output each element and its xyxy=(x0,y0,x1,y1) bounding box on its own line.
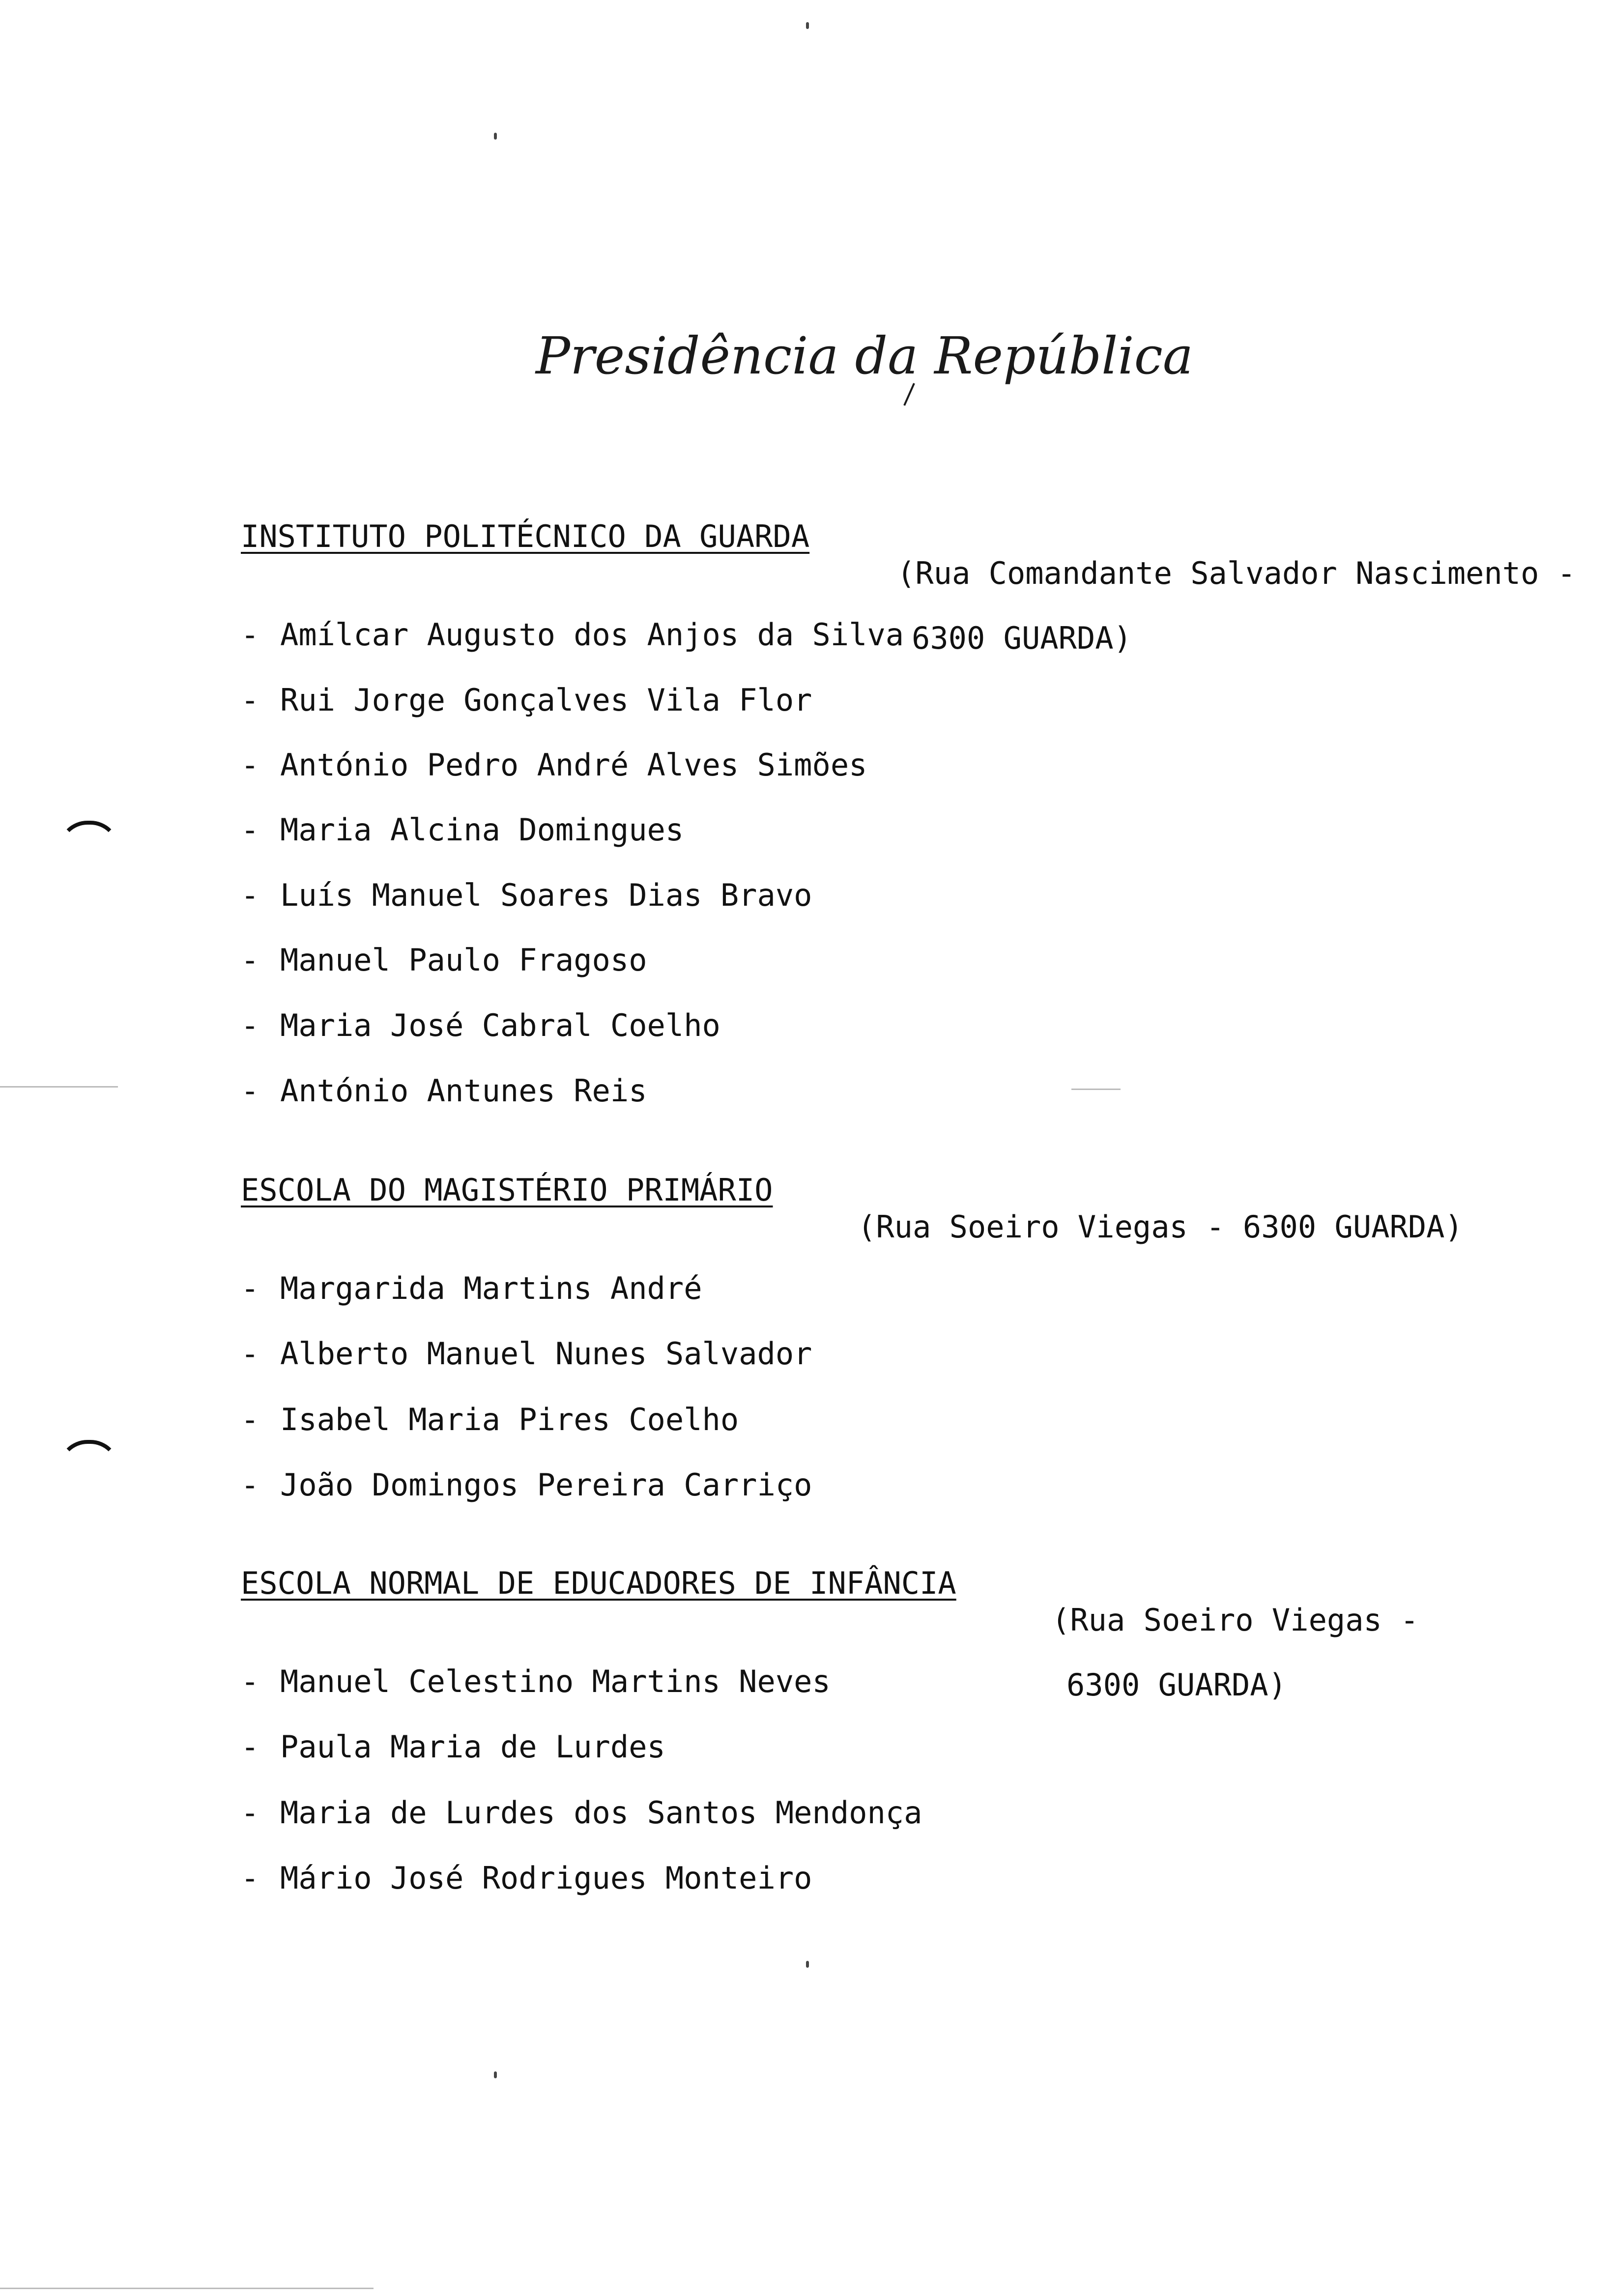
list-dash: - xyxy=(241,1664,259,1699)
list-dash: - xyxy=(241,617,259,653)
list-item xyxy=(241,682,812,718)
section-heading-magisterio: ESCOLA DO MAGISTÉRIO PRIMÁRIO xyxy=(241,1172,773,1208)
member-name: Mário José Rodrigues Monteiro xyxy=(280,1860,812,1896)
list-item xyxy=(241,1860,812,1896)
list-item xyxy=(241,1270,702,1306)
member-name: Alberto Manuel Nunes Salvador xyxy=(280,1336,812,1372)
list-dash: - xyxy=(241,942,259,978)
address-line: 6300 GUARDA) xyxy=(1066,1667,1287,1703)
punch-hole-mark xyxy=(58,821,120,858)
letterhead-script-svg xyxy=(531,315,1193,408)
list-dash: - xyxy=(241,1007,259,1043)
address-line: (Rua Comandante Salvador Nascimento - xyxy=(897,555,1576,591)
list-item xyxy=(241,617,904,653)
list-item xyxy=(241,1402,739,1437)
letterhead-logo xyxy=(531,315,1193,408)
section-address-magisterio xyxy=(858,1178,1463,1276)
scan-edge-line xyxy=(0,2288,374,2289)
member-name: António Antunes Reis xyxy=(280,1073,647,1109)
member-name: Paula Maria de Lurdes xyxy=(280,1729,665,1765)
scan-edge-line xyxy=(0,1086,118,1088)
member-name: Isabel Maria Pires Coelho xyxy=(280,1402,739,1437)
letterhead-flourish xyxy=(904,383,914,405)
list-item xyxy=(241,1664,831,1699)
list-dash: - xyxy=(241,812,259,848)
scan-speck xyxy=(494,133,497,140)
member-name: Luís Manuel Soares Dias Bravo xyxy=(280,877,812,913)
list-item xyxy=(241,1073,647,1109)
list-dash: - xyxy=(241,1073,259,1109)
scan-speck xyxy=(494,2071,497,2078)
scan-speck xyxy=(806,1961,809,1968)
list-item xyxy=(241,1336,812,1372)
list-item xyxy=(241,1729,665,1765)
list-dash: - xyxy=(241,1795,259,1831)
list-item xyxy=(241,1467,812,1503)
list-dash: - xyxy=(241,1336,259,1372)
list-dash: - xyxy=(241,877,259,913)
list-item xyxy=(241,1007,720,1043)
list-dash: - xyxy=(241,1860,259,1896)
section-heading-instituto: INSTITUTO POLITÉCNICO DA GUARDA xyxy=(241,518,810,554)
member-name: Margarida Martins André xyxy=(280,1270,702,1306)
punch-hole-mark xyxy=(58,1440,120,1477)
member-name: Maria Alcina Domingues xyxy=(280,812,684,848)
list-dash: - xyxy=(241,1467,259,1503)
address-line: (Rua Soeiro Viegas - xyxy=(1052,1602,1419,1638)
list-dash: - xyxy=(241,682,259,718)
member-name: João Domingos Pereira Carriço xyxy=(280,1467,812,1503)
member-name: Rui Jorge Gonçalves Vila Flor xyxy=(280,682,812,718)
list-dash: - xyxy=(241,1270,259,1306)
member-name: Manuel Celestino Martins Neves xyxy=(280,1664,831,1699)
member-name: António Pedro André Alves Simões xyxy=(280,747,867,783)
list-item xyxy=(241,877,812,913)
section-address-educadores xyxy=(1052,1572,1419,1734)
member-name: Maria de Lurdes dos Santos Mendonça xyxy=(280,1795,922,1831)
letterhead-title: Presidência da República xyxy=(536,326,1193,386)
address-line: 6300 GUARDA) xyxy=(912,620,1132,656)
list-dash: - xyxy=(241,1729,259,1765)
list-dash: - xyxy=(241,1402,259,1437)
list-item xyxy=(241,812,684,848)
list-item xyxy=(241,747,867,783)
list-item xyxy=(241,1795,922,1831)
member-name: Amílcar Augusto dos Anjos da Silva xyxy=(280,617,904,653)
member-name: Manuel Paulo Fragoso xyxy=(280,942,647,978)
list-item xyxy=(241,942,647,978)
address-line: (Rua Soeiro Viegas - 6300 GUARDA) xyxy=(858,1209,1463,1245)
scan-edge-line xyxy=(1071,1089,1121,1090)
list-dash: - xyxy=(241,747,259,783)
scan-speck xyxy=(806,22,809,29)
member-name: Maria José Cabral Coelho xyxy=(280,1007,720,1043)
section-heading-educadores: ESCOLA NORMAL DE EDUCADORES DE INFÂNCIA xyxy=(241,1565,956,1601)
section-address-instituto xyxy=(897,525,1576,687)
